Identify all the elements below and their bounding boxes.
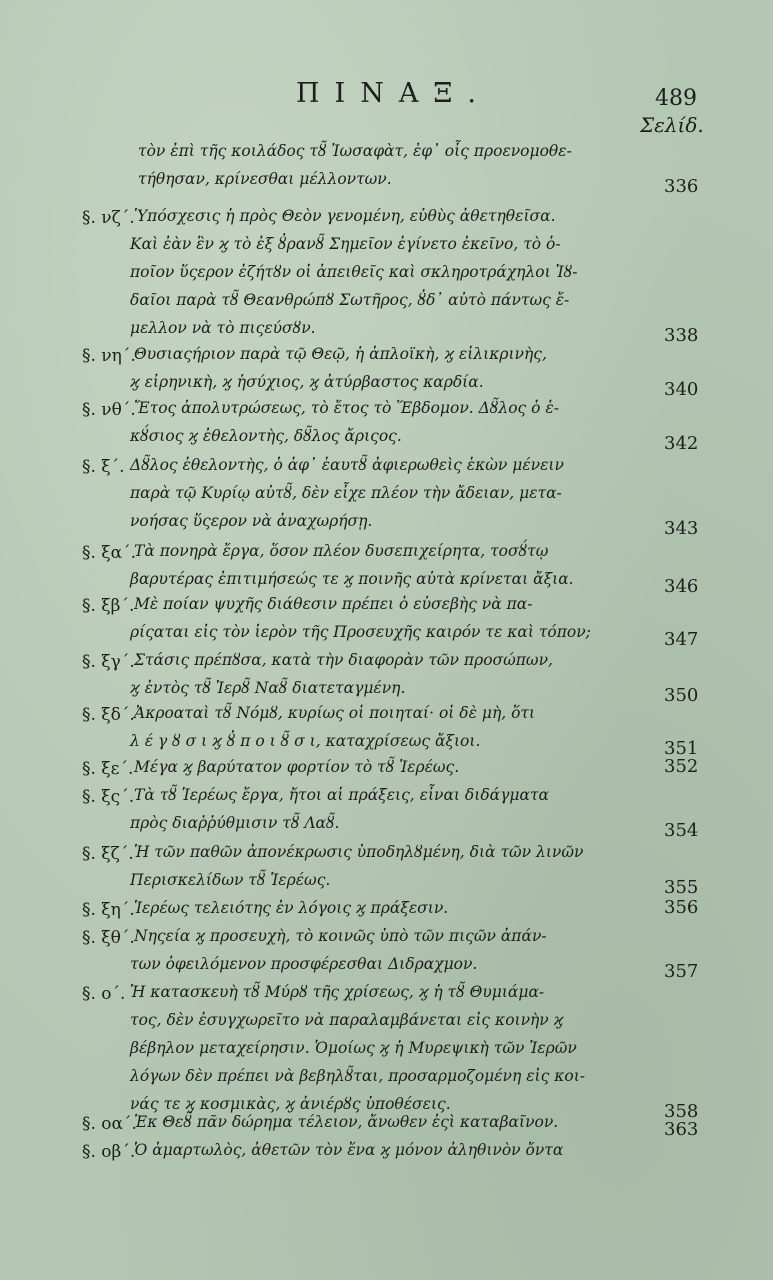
section-number: §. ο΄. <box>82 984 126 1004</box>
entry-text-line: Ἀκροαταὶ τȣ̃ Νόμȣ, κυρίως οἱ ποιηταί· οἱ δὲ μὴ, ὅτι <box>134 704 536 722</box>
page-reference: 355 <box>664 877 699 898</box>
entry-text-line: δαῖοι παρὰ τȣ̃ Θεανθρώπȣ Σωτῆρος, ȣ̓δ᾽ αὐτὸ πάντως ἔ- <box>130 291 570 309</box>
page-reference: 338 <box>664 325 699 346</box>
entry-text-line: κȣ́σιος ϗ ἐθελοντὴς, δȣ̃λος ἄριςος. <box>130 427 402 445</box>
entry-text-line: τος, δὲν ἐσυγχωρεῖτο νὰ παραλαμβάνεται εἰς κοινὴν ϗ <box>130 1011 564 1029</box>
page-reference: 346 <box>664 576 699 597</box>
entry-text-line: παρὰ τῷ Κυρίῳ αὐτȣ̃, δὲν εἶχε πλέον τὴν ἄδειαν, μετα- <box>130 484 562 502</box>
section-number: §. νη΄. <box>82 346 136 366</box>
entry-text-line: Ἱερέως τελειότης ἐν λόγοις ϗ πράξεσιν. <box>134 899 449 917</box>
section-number: §. ξ΄. <box>82 457 125 477</box>
entry-text-line: Ἡ κατασκευὴ τȣ̃ Μύρȣ τῆς χρίσεως, ϗ ἡ τȣ̃ Θυμιάμα- <box>130 983 545 1001</box>
entry-text-line: νοήσας ὕςερον νὰ ἀναχωρήσῃ. <box>130 512 373 530</box>
section-number: §. νθ΄. <box>82 400 136 420</box>
section-number: §. οβ΄. <box>82 1142 136 1162</box>
entry-text-line: Ὁ ἁμαρτωλὸς, ἀθετῶν τὸν ἕνα ϗ μόνον ἀληθινὸν ὄντα <box>134 1141 564 1159</box>
entry-text-line: τὸν ἐπὶ τῆς κοιλάδος τȣ̃ Ἰωσαφὰτ, ἐφ᾽ οἷς προενομοθε- <box>138 142 572 160</box>
entry-text-line: ϗ εἰρηνικὴ, ϗ ἡσύχιος, ϗ ἀτύρβαστος καρδία. <box>130 373 484 391</box>
section-number: §. ξβ΄. <box>82 596 135 616</box>
entry-text-line: Δȣ̃λος ἐθελοντὴς, ὁ ἀφ᾽ ἑαυτȣ̃ ἀφιερωθεὶς ἑκὼν μένειν <box>130 456 564 474</box>
page-title: ΠΙΝΑΞ. <box>296 78 491 109</box>
page-reference: 340 <box>664 379 699 400</box>
section-number: §. ξς΄. <box>82 787 135 807</box>
entry-text-line: Ἡ τῶν παθῶν ἀπονέκρωσις ὑποδηλȣμένη, διὰ τῶν λινῶν <box>134 843 584 861</box>
entry-text-line: ρίςαται εἰς τὸν ἱερὸν τῆς Προσευχῆς καιρόν τε καὶ τόπον; <box>130 623 591 641</box>
entry-text-line: ποῖον ὕςερον ἐζήτȣν οἱ ἀπειθεῖς καὶ σκληροτράχηλοι Ἰȣ- <box>130 263 578 281</box>
section-number: §. ξε΄. <box>82 759 134 779</box>
entry-text-line: Θυσιαςήριον παρὰ τῷ Θεῷ, ἡ ἁπλοϊκὴ, ϗ εἰλικρινὴς, <box>134 345 547 363</box>
entry-text-line: Ἔτος ἀπολυτρώσεως, τὸ ἔτος τὸ Ἕβδομον. Δȣ̃λος ὁ ἑ- <box>134 399 559 417</box>
page-reference: 336 <box>664 176 699 197</box>
entry-text-line: Τὰ πονηρὰ ἔργα, ὅσον πλέον δυσεπιχείρητα, τοσȣ́τῳ <box>134 542 549 560</box>
page-reference: 350 <box>664 685 699 706</box>
page-reference: 351 <box>664 738 699 759</box>
page-reference: 356 <box>664 897 699 918</box>
page-reference: 342 <box>664 433 699 454</box>
entry-text-line: νάς τε ϗ κοσμικὰς, ϗ ἀνιέρȣς ὑποθέσεις. <box>130 1095 451 1113</box>
section-number: §. ξδ΄. <box>82 705 135 725</box>
entry-text-line: ϗ ἐντὸς τȣ̃ Ἱερȣ̃ Ναȣ̃ διατεταγμένη. <box>130 679 406 697</box>
page-reference: 357 <box>664 961 699 982</box>
entry-text-line: βέβηλον μεταχείρησιν. Ὁμοίως ϗ ἡ Μυρεψικὴ τῶν Ἱερῶν <box>130 1039 577 1057</box>
page-reference: 347 <box>664 629 699 650</box>
page-reference: 354 <box>664 820 699 841</box>
entry-text-line: Ὑπόσχεσις ἡ πρὸς Θεὸν γενομένη, εὐθὺς ἀθετηθεῖσα. <box>134 207 556 225</box>
section-number: §. ξζ΄. <box>82 844 134 864</box>
entry-text-line: Περισκελίδων τȣ̃ Ἱερέως. <box>130 871 331 889</box>
entry-text-line: λ έ γ ȣ σ ι ϗ ȣ̓ π ο ι ȣ̃ σ ι, καταχρίσεως ἄξιοι. <box>130 732 481 750</box>
entry-text-line: Νηςεία ϗ προσευχὴ, τὸ κοινῶς ὑπὸ τῶν πιςῶν ἀπάν- <box>134 927 547 945</box>
page-reference: 358 <box>664 1101 699 1122</box>
entry-text-line: λόγων δὲν πρέπει νὰ βεβηλȣ̃ται, προσαρμοζομένη εἰς κοι- <box>130 1067 586 1085</box>
page-reference: 352 <box>664 756 699 777</box>
entry-text-line: βαρυτέρας ἐπιτιμήσεώς τε ϗ ποινῆς αὐτὰ κρίνεται ἄξια. <box>130 570 574 588</box>
page-reference: 363 <box>664 1119 699 1140</box>
entry-text-line: Στάσις πρέπȣσα, κατὰ τὴν διαφορὰν τῶν προσώπων, <box>134 651 553 669</box>
entry-text-line: Καὶ ἐὰν ἓν ϗ τὸ ἐξ ȣ̓ρανȣ̃ Σημεῖον ἐγίνετο ἐκεῖνο, τὸ ὁ- <box>130 235 561 253</box>
entry-text-line: πρὸς διαῤῥύθμισιν τȣ̃ Λαȣ̃. <box>130 814 340 832</box>
entry-text-line: τήθησαν, κρίνεσθαι μέλλοντων. <box>138 170 392 188</box>
section-number: §. ξθ΄. <box>82 928 135 948</box>
page-number: 489 <box>655 86 697 111</box>
entry-text-line: Ἐκ Θεȣ̃ πᾶν δώρημα τέλειον, ἄνωθεν ἐςὶ καταβαῖνον. <box>134 1113 559 1131</box>
section-number: §. ξη΄. <box>82 900 135 920</box>
entry-text-line: Τὰ τȣ̃ Ἱερέως ἔργα, ἤτοι αἱ πράξεις, εἶναι διδάγματα <box>134 786 549 804</box>
section-number: §. οα΄. <box>82 1114 137 1134</box>
section-number: §. ξγ΄. <box>82 652 135 672</box>
entry-text-line: μελλον νὰ τὸ πιςεύσȣν. <box>130 319 316 337</box>
entry-text-line: Μὲ ποίαν ψυχῆς διάθεσιν πρέπει ὁ εὐσεβὴς νὰ πα- <box>134 595 533 613</box>
page-reference: 343 <box>664 518 699 539</box>
section-number: §. ξα΄. <box>82 543 137 563</box>
section-number: §. νζ΄. <box>82 208 135 228</box>
entry-text-line: των ὀφειλόμενον προσφέρεσθαι Διδραχμον. <box>130 955 478 973</box>
entry-text-line: Μέγα ϗ βαρύτατον φορτίον τὸ τȣ̃ Ἱερέως. <box>134 758 460 776</box>
page-column-heading: Σελίδ. <box>640 113 704 137</box>
